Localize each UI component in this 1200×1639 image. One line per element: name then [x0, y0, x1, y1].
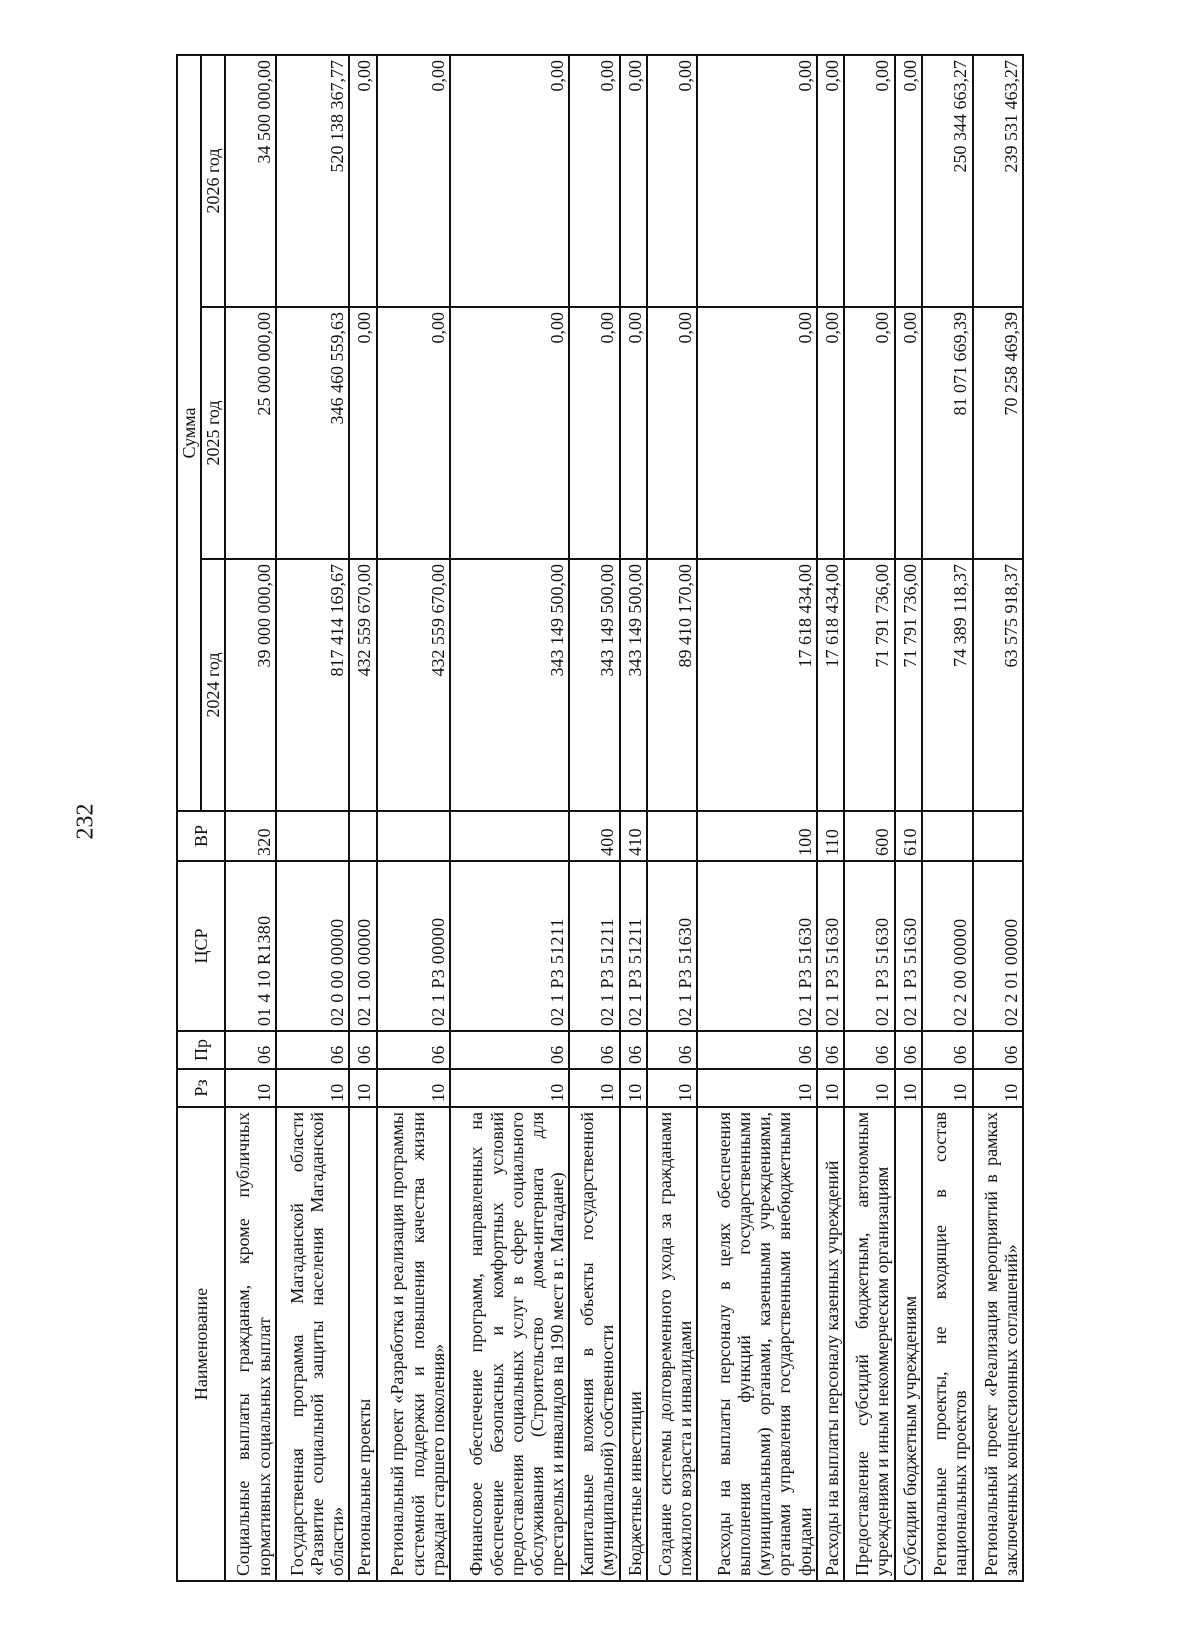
table-row: [225, 55, 275, 1581]
table-row: [922, 55, 972, 1581]
row-amount-2024: 71 791 736,00: [895, 559, 922, 811]
row-pr-cell: 06: [225, 1031, 275, 1069]
row-name-cell: Региональные проекты: [349, 1107, 376, 1581]
row-pr-cell: 06: [895, 1031, 922, 1069]
row-name-cell: Социальные выплаты гражданам, кроме публичных нормативных социальных выплат: [225, 1107, 275, 1581]
row-vr-cell: 410: [620, 811, 647, 861]
row-pr-cell: 06: [569, 1031, 619, 1069]
row-name-cell: Капитальные вложения в объекты государственной (муниципальной) собственности: [569, 1107, 619, 1581]
row-amount-2026: 0,00: [450, 55, 569, 307]
table-row: [276, 55, 349, 1581]
row-vr-cell: 610: [895, 811, 922, 861]
row-amount-2024: 17 618 434,00: [817, 559, 844, 811]
table-row: [569, 55, 619, 1581]
row-name-cell: Расходы на выплаты персоналу казенных учреждений: [817, 1107, 844, 1581]
row-csr-cell: 02 1 Р3 51211: [620, 861, 647, 1031]
row-amount-2024: 63 575 918,37: [973, 559, 1023, 811]
row-amount-2024: 343 149 500,00: [450, 559, 569, 811]
table-row: [377, 55, 450, 1581]
row-amount-2025: 70 258 469,39: [973, 307, 1023, 559]
row-vr-cell: 400: [569, 811, 619, 861]
row-csr-cell: 02 2 01 00000: [973, 861, 1023, 1031]
header-sum: Сумма: [177, 55, 201, 811]
row-vr-cell: [276, 811, 349, 861]
row-amount-2024: 343 149 500,00: [620, 559, 647, 811]
row-csr-cell: 02 1 Р3 51630: [895, 861, 922, 1031]
header-year-2025: 2025 год: [201, 307, 225, 559]
row-vr-cell: [450, 811, 569, 861]
budget-table: [176, 54, 1024, 1582]
row-vr-cell: [922, 811, 972, 861]
row-csr-cell: 02 1 Р3 00000: [377, 861, 450, 1031]
row-amount-2025: 0,00: [377, 307, 450, 559]
row-amount-2024: 343 149 500,00: [569, 559, 619, 811]
header-rz: Рз: [177, 1069, 225, 1107]
row-rz-cell: 10: [276, 1069, 349, 1107]
header-year-2026: 2026 год: [201, 55, 225, 307]
row-csr-cell: 02 2 00 00000: [922, 861, 972, 1031]
row-amount-2026: 0,00: [817, 55, 844, 307]
row-csr-cell: 02 1 Р3 51211: [569, 861, 619, 1031]
row-amount-2024: 89 410 170,00: [647, 559, 697, 811]
row-vr-cell: 600: [844, 811, 894, 861]
row-amount-2025: 0,00: [817, 307, 844, 559]
row-amount-2025: 0,00: [697, 307, 816, 559]
row-amount-2026: 0,00: [895, 55, 922, 307]
row-amount-2024: 71 791 736,00: [844, 559, 894, 811]
header-name: Наименование: [177, 1107, 225, 1581]
row-rz-cell: 10: [450, 1069, 569, 1107]
row-amount-2026: 239 531 463,27: [973, 55, 1023, 307]
row-pr-cell: 06: [647, 1031, 697, 1069]
row-pr-cell: 06: [377, 1031, 450, 1069]
row-pr-cell: 06: [349, 1031, 376, 1069]
header-csr: ЦСР: [177, 861, 225, 1031]
row-rz-cell: 10: [349, 1069, 376, 1107]
row-name-cell: Бюджетные инвестиции: [620, 1107, 647, 1581]
row-amount-2026: 0,00: [349, 55, 376, 307]
row-pr-cell: 06: [276, 1031, 349, 1069]
row-name-cell: Создание системы долговременного ухода за гражданами пожилого возраста и инвалидами: [647, 1107, 697, 1581]
table-row: [647, 55, 697, 1581]
row-vr-cell: [349, 811, 376, 861]
row-rz-cell: 10: [377, 1069, 450, 1107]
row-csr-cell: 01 4 10 R1380: [225, 861, 275, 1031]
row-amount-2026: 0,00: [844, 55, 894, 307]
row-name-cell: Региональные проекты, не входящие в состав национальных проектов: [922, 1107, 972, 1581]
row-pr-cell: 06: [922, 1031, 972, 1069]
row-amount-2024: 17 618 434,00: [697, 559, 816, 811]
row-pr-cell: 06: [844, 1031, 894, 1069]
table-row: [349, 55, 376, 1581]
row-amount-2024: 432 559 670,00: [349, 559, 376, 811]
table-row: [973, 55, 1023, 1581]
row-csr-cell: 02 1 Р3 51630: [844, 861, 894, 1031]
row-rz-cell: 10: [697, 1069, 816, 1107]
row-rz-cell: 10: [569, 1069, 619, 1107]
row-amount-2024: 432 559 670,00: [377, 559, 450, 811]
row-pr-cell: 06: [817, 1031, 844, 1069]
row-amount-2025: 346 460 559,63: [276, 307, 349, 559]
row-rz-cell: 10: [973, 1069, 1023, 1107]
row-name-cell: Региональный проект «Реализация мероприятий в рамках заключенных концессионных соглашений»: [973, 1107, 1023, 1581]
row-rz-cell: 10: [817, 1069, 844, 1107]
row-csr-cell: 02 1 Р3 51630: [647, 861, 697, 1031]
row-rz-cell: 10: [647, 1069, 697, 1107]
row-vr-cell: 320: [225, 811, 275, 861]
row-rz-cell: 10: [844, 1069, 894, 1107]
header-vr: ВР: [177, 811, 225, 861]
row-amount-2024: 39 000 000,00: [225, 559, 275, 811]
row-amount-2026: 0,00: [569, 55, 619, 307]
row-csr-cell: 02 1 Р3 51211: [450, 861, 569, 1031]
row-amount-2026: 0,00: [697, 55, 816, 307]
table-row: [817, 55, 844, 1581]
row-name-cell: Предоставление субсидий бюджетным, автономным учреждениям и иным некоммерческим организациям: [844, 1107, 894, 1581]
row-amount-2025: 25 000 000,00: [225, 307, 275, 559]
row-csr-cell: 02 1 00 00000: [349, 861, 376, 1031]
row-csr-cell: 02 1 Р3 51630: [817, 861, 844, 1031]
header-row-1: [177, 55, 201, 1581]
table-row: [895, 55, 922, 1581]
row-pr-cell: 06: [450, 1031, 569, 1069]
row-vr-cell: 110: [817, 811, 844, 861]
row-amount-2024: 817 414 169,67: [276, 559, 349, 811]
table-row: [844, 55, 894, 1581]
table-row: [620, 55, 647, 1581]
row-name-cell: Региональный проект «Разработка и реализация программы системной поддержки и повышения качества жизни граждан старшего поколения»: [377, 1107, 450, 1581]
row-name-cell: Государственная программа Магаданской области «Развитие социальной защиты населения Магаданской области»: [276, 1107, 349, 1581]
row-csr-cell: 02 1 Р3 51630: [697, 861, 816, 1031]
row-rz-cell: 10: [225, 1069, 275, 1107]
row-amount-2026: 0,00: [647, 55, 697, 307]
table-body: [225, 55, 1023, 1581]
row-amount-2025: 0,00: [647, 307, 697, 559]
row-pr-cell: 06: [973, 1031, 1023, 1069]
row-vr-cell: [973, 811, 1023, 861]
row-amount-2025: 81 071 669,39: [922, 307, 972, 559]
row-amount-2026: 250 344 663,27: [922, 55, 972, 307]
rotated-table-container: [176, 56, 1024, 1582]
row-name-cell: Финансовое обеспечение программ, направленных на обеспечение безопасных и комфортных условий предоставления социальных услуг в сфере социального обслуживания (Строительство дома-интерната для престарелых и инвалидов на 190 мест в г. Магадане): [450, 1107, 569, 1581]
row-pr-cell: 06: [697, 1031, 816, 1069]
row-vr-cell: [647, 811, 697, 861]
row-rz-cell: 10: [922, 1069, 972, 1107]
row-amount-2026: 34 500 000,00: [225, 55, 275, 307]
row-vr-cell: 100: [697, 811, 816, 861]
row-amount-2025: 0,00: [450, 307, 569, 559]
row-vr-cell: [377, 811, 450, 861]
page-number: 232: [72, 803, 99, 840]
row-amount-2024: 74 389 118,37: [922, 559, 972, 811]
row-amount-2025: 0,00: [895, 307, 922, 559]
table-row: [697, 55, 816, 1581]
row-name-cell: Расходы на выплаты персоналу в целях обеспечения выполнения функций государственными (муниципальными) органами, казенными учреждениями, органами управления государственными внебюджетными фондами: [697, 1107, 816, 1581]
row-amount-2025: 0,00: [844, 307, 894, 559]
row-name-cell: Субсидии бюджетным учреждениям: [895, 1107, 922, 1581]
row-amount-2026: 520 138 367,77: [276, 55, 349, 307]
header-year-2024: 2024 год: [201, 559, 225, 811]
table-row: [450, 55, 569, 1581]
row-amount-2026: 0,00: [620, 55, 647, 307]
row-csr-cell: 02 0 00 00000: [276, 861, 349, 1031]
row-amount-2025: 0,00: [569, 307, 619, 559]
header-pr: Пр: [177, 1031, 225, 1069]
row-amount-2026: 0,00: [377, 55, 450, 307]
row-pr-cell: 06: [620, 1031, 647, 1069]
row-rz-cell: 10: [895, 1069, 922, 1107]
row-amount-2025: 0,00: [620, 307, 647, 559]
row-rz-cell: 10: [620, 1069, 647, 1107]
row-amount-2025: 0,00: [349, 307, 376, 559]
